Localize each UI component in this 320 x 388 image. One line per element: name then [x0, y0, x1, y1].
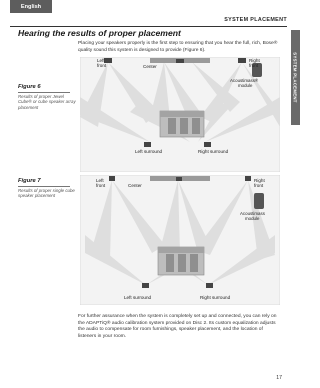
left-surround-speaker	[142, 283, 149, 288]
left-surround-speaker	[144, 142, 151, 147]
figure-6-label: Figure 6	[18, 84, 41, 90]
sofa-back	[160, 111, 204, 117]
left-front-label-line1: Left	[96, 178, 104, 183]
right-front-label-line1: Right	[249, 58, 260, 63]
figure-7-diagram	[80, 175, 280, 305]
page-title: Hearing the results of proper placement	[18, 28, 181, 38]
listener-2	[178, 254, 186, 272]
acoustimass-module	[254, 193, 264, 209]
center-label: Center	[128, 183, 142, 188]
figure-7-room-svg	[80, 175, 280, 305]
left-surround-label: Left surround	[124, 295, 152, 300]
figure-6-caption: Results of proper Jewel Cube® or cube speaker array placement	[18, 94, 76, 110]
right-front-label-line2: front	[254, 183, 264, 188]
right-front-label-line1: Right	[254, 178, 265, 183]
center-speaker	[176, 59, 184, 63]
language-tab[interactable]: English	[10, 0, 52, 13]
center-speaker	[176, 177, 182, 181]
side-section-tab[interactable]	[291, 30, 300, 125]
acoustimass-label-line2: module	[245, 216, 260, 221]
section-header: SYSTEM PLACEMENT	[224, 17, 287, 23]
listener-2	[180, 118, 188, 134]
right-surround-label: Right surround	[200, 295, 231, 300]
listener-1	[166, 254, 174, 272]
figure-7-label: Figure 7	[18, 178, 41, 184]
right-front-speaker	[245, 176, 251, 181]
sofa-back	[158, 247, 204, 253]
listener-1	[168, 118, 176, 134]
left-surround-label: Left surround	[135, 149, 163, 154]
page-number: 17	[276, 375, 282, 381]
acoustimass-label-line1: Acoustimass	[240, 211, 265, 216]
right-surround-speaker	[204, 142, 211, 147]
acoustimass-label-line1: Acoustimass®	[230, 78, 259, 83]
figure-6-diagram	[80, 57, 280, 172]
figure-7-rule	[18, 186, 70, 187]
left-front-label-line1: Left	[97, 58, 105, 63]
intro-paragraph: Placing your speakers properly is the first step to ensuring that you hear the full, rich, Bose® quality sound this system is designed to provide (Figure 6).	[78, 41, 278, 53]
figure-6-room-svg	[80, 57, 280, 172]
right-surround-speaker	[206, 283, 213, 288]
figure-7-caption: Results of proper single cube speaker placement	[18, 188, 75, 199]
closing-paragraph: For further assurance when the system is completely set up and connected, you can rely on the ADAPTiQ® audio calibration system provided on Disc 2. Its custom equalization adjusts the audio to compensate for room furnishings, speaker placement, and the location of listeners in your room.	[78, 314, 277, 339]
header-rule	[10, 26, 287, 27]
left-front-label-line2: front	[96, 183, 106, 188]
listener-3	[192, 118, 200, 134]
right-front-speaker	[238, 58, 246, 63]
figure-6-rule	[18, 92, 70, 93]
listener-3	[190, 254, 198, 272]
center-label: Center	[143, 64, 157, 69]
acoustimass-label-line2: module	[238, 83, 253, 88]
side-tab-label: SYSTEM PLACEMENT	[293, 52, 298, 103]
left-front-label-line2: front	[97, 63, 107, 68]
right-front-label-line2: front	[249, 63, 259, 68]
right-surround-label: Right surround	[198, 149, 229, 154]
left-front-speaker	[109, 176, 115, 181]
